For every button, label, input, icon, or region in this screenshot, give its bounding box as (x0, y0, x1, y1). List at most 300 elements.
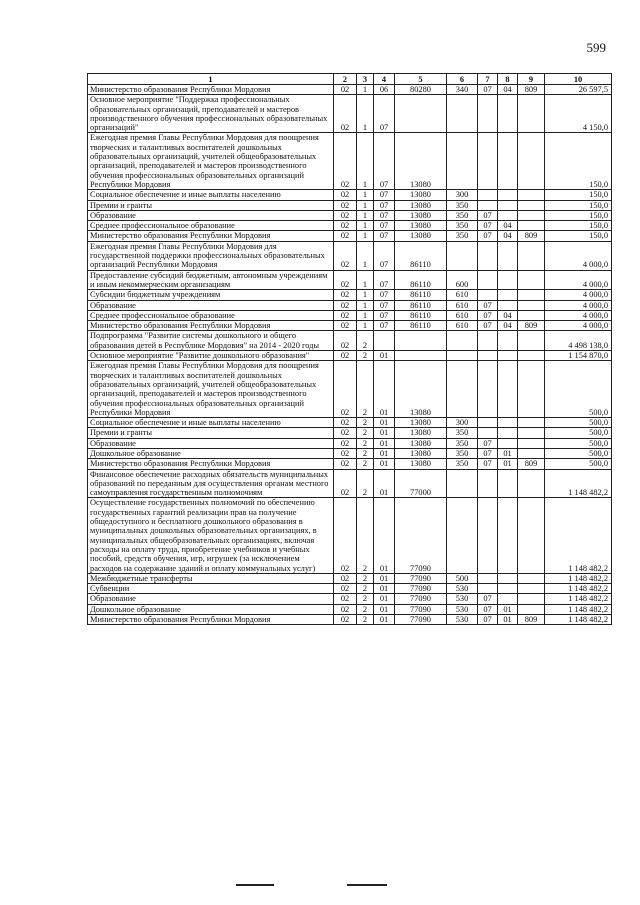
cell-code-4: 07 (374, 190, 395, 200)
cell-code-6: 530 (447, 584, 478, 594)
table-row (88, 95, 612, 133)
cell-code-6: 600 (447, 270, 478, 290)
cell-code-7 (478, 428, 498, 438)
cell-code-7: 07 (478, 310, 498, 320)
header-cell-9: 9 (518, 74, 545, 85)
cell-code-7: 07 (478, 594, 498, 604)
cell-code-7 (478, 361, 498, 418)
cell-code-8: 01 (498, 448, 518, 458)
cell-code-7: 07 (478, 221, 498, 231)
cell-amount: 150,0 (545, 200, 612, 210)
cell-code-4: 01 (374, 361, 395, 418)
cell-code-3: 2 (357, 418, 374, 428)
cell-code-5: 13080 (395, 200, 447, 210)
budget-table (87, 73, 612, 625)
cell-code-4: 01 (374, 418, 395, 428)
cell-code-2: 02 (334, 469, 357, 498)
cell-amount: 26 597,5 (545, 85, 612, 95)
table-row (88, 221, 612, 231)
cell-code-3: 2 (357, 428, 374, 438)
cell-code-9 (518, 290, 545, 300)
cell-code-6: 350 (447, 231, 478, 241)
cell-code-3: 2 (357, 615, 374, 625)
cell-amount: 500,0 (545, 459, 612, 469)
cell-code-7 (478, 584, 498, 594)
cell-amount: 150,0 (545, 133, 612, 190)
cell-code-8 (498, 573, 518, 583)
cell-code-5: 77090 (395, 604, 447, 614)
cell-code-2: 02 (334, 573, 357, 583)
cell-code-2: 02 (334, 331, 357, 351)
cell-code-6: 350 (447, 459, 478, 469)
cell-code-6 (447, 469, 478, 498)
cell-code-9 (518, 331, 545, 351)
table-row (88, 321, 612, 331)
cell-row-name: Подпрограмма "Развитие системы дошкольного и общего образования детей в Республике Мордовия" на 2014 - 2020 годы (88, 331, 334, 351)
cell-code-5: 13080 (395, 428, 447, 438)
cell-row-name: Дошкольное образование (88, 448, 334, 458)
table-row (88, 331, 612, 351)
cell-amount: 150,0 (545, 231, 612, 241)
cell-code-3: 2 (357, 498, 374, 573)
cell-code-6: 610 (447, 290, 478, 300)
cell-code-2: 02 (334, 428, 357, 438)
cell-code-6: 610 (447, 300, 478, 310)
cell-code-4: 01 (374, 448, 395, 458)
cell-code-6: 350 (447, 428, 478, 438)
cell-code-6 (447, 498, 478, 573)
table-row (88, 133, 612, 190)
table-row (88, 498, 612, 573)
cell-code-8: 04 (498, 221, 518, 231)
cell-row-name: Основное мероприятие "Развитие дошкольного образования" (88, 351, 334, 361)
header-cell-10: 10 (545, 74, 612, 85)
cell-code-2: 02 (334, 221, 357, 231)
cell-code-5: 77090 (395, 498, 447, 573)
cell-amount: 1 148 482,2 (545, 584, 612, 594)
cell-code-8 (498, 428, 518, 438)
cell-code-4: 01 (374, 459, 395, 469)
cell-amount: 1 148 482,2 (545, 604, 612, 614)
cell-code-6: 610 (447, 321, 478, 331)
cell-code-9 (518, 573, 545, 583)
table-row (88, 361, 612, 418)
cell-code-8 (498, 95, 518, 133)
cell-code-5: 13080 (395, 133, 447, 190)
cell-code-2: 02 (334, 210, 357, 220)
cell-code-6: 350 (447, 448, 478, 458)
cell-row-name: Субсидии бюджетным учреждениям (88, 290, 334, 300)
cell-code-5: 13080 (395, 231, 447, 241)
footer-mark-left (236, 884, 274, 886)
cell-row-name: Образование (88, 210, 334, 220)
cell-code-4: 06 (374, 85, 395, 95)
table-row (88, 604, 612, 614)
cell-code-9 (518, 270, 545, 290)
cell-code-9 (518, 469, 545, 498)
header-cell-1: 1 (88, 74, 334, 85)
cell-code-8 (498, 133, 518, 190)
cell-row-name: Ежегодная премия Главы Республики Мордовия для государственной поддержки профессиональных образовательных организаций Республики Мордовия (88, 241, 334, 270)
cell-code-8: 01 (498, 459, 518, 469)
cell-code-8 (498, 584, 518, 594)
table-row (88, 438, 612, 448)
cell-code-6 (447, 95, 478, 133)
cell-code-5: 13080 (395, 418, 447, 428)
cell-code-2: 02 (334, 361, 357, 418)
cell-code-7 (478, 190, 498, 200)
cell-code-4: 01 (374, 594, 395, 604)
cell-code-5: 13080 (395, 210, 447, 220)
cell-code-6: 300 (447, 190, 478, 200)
cell-code-9 (518, 310, 545, 320)
cell-code-4 (374, 331, 395, 351)
cell-amount: 4 000,0 (545, 321, 612, 331)
cell-code-4: 01 (374, 428, 395, 438)
cell-code-6 (447, 361, 478, 418)
cell-code-5: 86110 (395, 270, 447, 290)
cell-code-4: 07 (374, 95, 395, 133)
cell-code-5: 13080 (395, 221, 447, 231)
cell-code-9 (518, 95, 545, 133)
cell-code-4: 07 (374, 231, 395, 241)
cell-code-5 (395, 331, 447, 351)
cell-amount: 500,0 (545, 438, 612, 448)
header-cell-8: 8 (498, 74, 518, 85)
cell-code-6: 350 (447, 210, 478, 220)
cell-code-4: 01 (374, 351, 395, 361)
cell-code-6 (447, 241, 478, 270)
cell-code-2: 02 (334, 133, 357, 190)
cell-amount: 1 148 482,2 (545, 498, 612, 573)
cell-code-9 (518, 584, 545, 594)
cell-code-5: 86110 (395, 241, 447, 270)
cell-code-2: 02 (334, 418, 357, 428)
cell-code-6 (447, 351, 478, 361)
table-row (88, 300, 612, 310)
cell-code-8: 04 (498, 85, 518, 95)
cell-code-9 (518, 418, 545, 428)
header-row (88, 74, 612, 85)
cell-row-name: Субвенции (88, 584, 334, 594)
cell-code-4: 07 (374, 200, 395, 210)
cell-code-8 (498, 270, 518, 290)
cell-code-9 (518, 200, 545, 210)
cell-row-name: Ежегодная премия Главы Республики Мордовия для поощрения творческих и талантливых воспитателей дошкольных образовательных организаций, учителей общеобразовательных организаций, преподавателей и мастеров производственного обучения профессиональных образовательных организаций Республики Мордовия (88, 133, 334, 190)
header-cell-6: 6 (447, 74, 478, 85)
cell-code-9 (518, 221, 545, 231)
cell-code-3: 1 (357, 133, 374, 190)
cell-code-5: 86110 (395, 290, 447, 300)
cell-amount: 1 148 482,2 (545, 469, 612, 498)
cell-code-7 (478, 270, 498, 290)
table-row (88, 428, 612, 438)
cell-code-3: 2 (357, 351, 374, 361)
cell-code-4: 01 (374, 573, 395, 583)
cell-code-8 (498, 290, 518, 300)
cell-code-9 (518, 428, 545, 438)
cell-row-name: Среднее профессиональное образование (88, 221, 334, 231)
cell-code-3: 2 (357, 604, 374, 614)
cell-code-7: 07 (478, 231, 498, 241)
cell-code-5: 77090 (395, 615, 447, 625)
cell-code-2: 02 (334, 85, 357, 95)
cell-code-5: 13080 (395, 459, 447, 469)
cell-code-6: 300 (447, 418, 478, 428)
cell-code-8 (498, 200, 518, 210)
cell-code-7 (478, 573, 498, 583)
cell-code-4: 07 (374, 310, 395, 320)
cell-code-7 (478, 351, 498, 361)
cell-amount: 500,0 (545, 361, 612, 418)
cell-code-9: 809 (518, 231, 545, 241)
cell-code-7 (478, 241, 498, 270)
cell-code-4: 01 (374, 584, 395, 594)
cell-amount: 4 000,0 (545, 300, 612, 310)
cell-code-8: 04 (498, 231, 518, 241)
cell-code-7 (478, 331, 498, 351)
cell-row-name: Министерство образования Республики Мордовия (88, 321, 334, 331)
cell-code-4: 07 (374, 270, 395, 290)
cell-code-4: 07 (374, 321, 395, 331)
cell-amount: 4 000,0 (545, 241, 612, 270)
cell-code-5: 80280 (395, 85, 447, 95)
cell-code-5: 13080 (395, 438, 447, 448)
cell-code-9 (518, 498, 545, 573)
cell-code-3: 1 (357, 221, 374, 231)
cell-row-name: Образование (88, 594, 334, 604)
cell-code-8 (498, 361, 518, 418)
cell-code-5: 13080 (395, 448, 447, 458)
cell-code-7: 07 (478, 604, 498, 614)
cell-code-3: 2 (357, 361, 374, 418)
cell-row-name: Социальное обеспечение и иные выплаты населению (88, 418, 334, 428)
table-row (88, 351, 612, 361)
cell-row-name: Социальное обеспечение и иные выплаты населению (88, 190, 334, 200)
cell-code-4: 07 (374, 300, 395, 310)
table-row (88, 469, 612, 498)
cell-amount: 1 148 482,2 (545, 594, 612, 604)
cell-code-6: 350 (447, 200, 478, 210)
cell-code-3: 2 (357, 594, 374, 604)
cell-amount: 4 000,0 (545, 270, 612, 290)
cell-code-2: 02 (334, 270, 357, 290)
cell-code-7: 07 (478, 615, 498, 625)
cell-row-name: Министерство образования Республики Мордовия (88, 459, 334, 469)
cell-code-2: 02 (334, 95, 357, 133)
cell-code-9 (518, 351, 545, 361)
cell-code-2: 02 (334, 300, 357, 310)
cell-code-8 (498, 469, 518, 498)
cell-code-6: 530 (447, 604, 478, 614)
cell-code-7: 07 (478, 448, 498, 458)
cell-code-6: 340 (447, 85, 478, 95)
cell-code-2: 02 (334, 438, 357, 448)
cell-code-5 (395, 95, 447, 133)
cell-code-4: 07 (374, 241, 395, 270)
cell-code-4: 01 (374, 498, 395, 573)
cell-code-3: 2 (357, 331, 374, 351)
cell-code-4: 01 (374, 438, 395, 448)
cell-code-8 (498, 418, 518, 428)
cell-row-name: Финансовое обеспечение расходных обязательств муниципальных образований по переданным для осуществления органам местного самоуправления государственным полномочиям (88, 469, 334, 498)
cell-row-name: Дошкольное образование (88, 604, 334, 614)
cell-code-8 (498, 241, 518, 270)
cell-code-2: 02 (334, 241, 357, 270)
cell-code-4: 07 (374, 210, 395, 220)
cell-code-3: 1 (357, 200, 374, 210)
cell-row-name: Ежегодная премия Главы Республики Мордовия для поощрения творческих и талантливых воспитателей дошкольных образовательных организаций, учителей общеобразовательных организаций, преподавателей и мастеров производственного обучения профессиональных образовательных организаций Республики Мордовия (88, 361, 334, 418)
cell-code-2: 02 (334, 231, 357, 241)
cell-code-3: 2 (357, 584, 374, 594)
header-cell-3: 3 (357, 74, 374, 85)
cell-code-3: 2 (357, 469, 374, 498)
budget-table-body (88, 85, 612, 625)
cell-code-7 (478, 133, 498, 190)
cell-code-3: 1 (357, 95, 374, 133)
header-cell-2: 2 (334, 74, 357, 85)
cell-code-3: 1 (357, 210, 374, 220)
cell-amount: 4 000,0 (545, 310, 612, 320)
footer-mark-right (347, 884, 387, 886)
table-row (88, 241, 612, 270)
table-row (88, 594, 612, 604)
cell-code-9 (518, 133, 545, 190)
cell-code-3: 1 (357, 190, 374, 200)
cell-code-9: 809 (518, 615, 545, 625)
cell-code-9 (518, 190, 545, 200)
cell-code-3: 2 (357, 573, 374, 583)
cell-row-name: Среднее профессиональное образование (88, 310, 334, 320)
cell-code-6: 530 (447, 615, 478, 625)
cell-row-name: Основное мероприятие "Поддержка профессиональных образовательных организаций, преподавателей и мастеров производственного обучения профессиональных образовательных организаций" (88, 95, 334, 133)
cell-code-2: 02 (334, 351, 357, 361)
cell-code-7 (478, 290, 498, 300)
cell-code-3: 1 (357, 300, 374, 310)
table-row (88, 190, 612, 200)
table-row (88, 448, 612, 458)
table-row (88, 459, 612, 469)
cell-code-3: 2 (357, 448, 374, 458)
cell-code-4: 07 (374, 133, 395, 190)
cell-code-5: 77090 (395, 573, 447, 583)
cell-code-7: 07 (478, 210, 498, 220)
cell-code-2: 02 (334, 615, 357, 625)
table-row (88, 584, 612, 594)
cell-code-2: 02 (334, 498, 357, 573)
cell-code-4: 01 (374, 469, 395, 498)
cell-code-8 (498, 594, 518, 604)
cell-code-9 (518, 300, 545, 310)
cell-code-7: 07 (478, 300, 498, 310)
cell-code-9 (518, 604, 545, 614)
cell-code-5: 86110 (395, 321, 447, 331)
cell-code-5: 77000 (395, 469, 447, 498)
cell-row-name: Премии и гранты (88, 428, 334, 438)
cell-row-name: Образование (88, 438, 334, 448)
cell-code-9 (518, 210, 545, 220)
table-row (88, 615, 612, 625)
cell-code-9 (518, 438, 545, 448)
cell-amount: 1 148 482,2 (545, 573, 612, 583)
cell-amount: 1 154 870,0 (545, 351, 612, 361)
cell-amount: 150,0 (545, 221, 612, 231)
page-number: 599 (586, 40, 606, 55)
cell-code-6: 500 (447, 573, 478, 583)
cell-amount: 4 150,0 (545, 95, 612, 133)
cell-code-7: 07 (478, 438, 498, 448)
cell-code-7: 07 (478, 85, 498, 95)
cell-row-name: Министерство образования Республики Мордовия (88, 231, 334, 241)
cell-code-3: 1 (357, 241, 374, 270)
cell-code-2: 02 (334, 584, 357, 594)
cell-amount: 500,0 (545, 418, 612, 428)
cell-amount: 150,0 (545, 210, 612, 220)
cell-code-6: 350 (447, 221, 478, 231)
header-cell-5: 5 (395, 74, 447, 85)
cell-code-5: 13080 (395, 361, 447, 418)
cell-amount: 1 148 482,2 (545, 615, 612, 625)
cell-row-name: Министерство образования Республики Мордовия (88, 615, 334, 625)
cell-code-3: 1 (357, 270, 374, 290)
header-cell-7: 7 (478, 74, 498, 85)
table-row (88, 418, 612, 428)
cell-code-7 (478, 418, 498, 428)
cell-code-9 (518, 448, 545, 458)
table-row (88, 573, 612, 583)
cell-code-5: 77090 (395, 594, 447, 604)
cell-code-5 (395, 351, 447, 361)
cell-code-8 (498, 438, 518, 448)
cell-code-2: 02 (334, 594, 357, 604)
cell-code-7 (478, 95, 498, 133)
cell-code-8 (498, 498, 518, 573)
cell-row-name: Осуществление государственных полномочий по обеспечению государственных гарантий реализации прав на получение общедоступного и бесплатного дошкольного образования в муниципальных дошкольных образовательных организациях, в муниципальных общеобразовательных организациях, включая расходы на оплату труда, приобретение учебников и учебных пособий, средств обучения, игр, игрушек (за исключением расходов на содержание зданий и оплату коммунальных услуг) (88, 498, 334, 573)
cell-code-3: 1 (357, 310, 374, 320)
cell-code-6: 350 (447, 438, 478, 448)
table-row (88, 200, 612, 210)
cell-code-2: 02 (334, 604, 357, 614)
table-row (88, 310, 612, 320)
cell-code-8 (498, 351, 518, 361)
cell-code-9 (518, 241, 545, 270)
cell-code-2: 02 (334, 459, 357, 469)
cell-code-2: 02 (334, 190, 357, 200)
cell-code-4: 01 (374, 604, 395, 614)
cell-code-9: 809 (518, 85, 545, 95)
cell-code-6: 530 (447, 594, 478, 604)
cell-code-3: 2 (357, 459, 374, 469)
cell-code-5: 13080 (395, 190, 447, 200)
cell-code-8 (498, 210, 518, 220)
cell-code-7: 07 (478, 321, 498, 331)
cell-code-2: 02 (334, 448, 357, 458)
cell-code-3: 2 (357, 438, 374, 448)
cell-code-4: 07 (374, 290, 395, 300)
cell-code-9: 809 (518, 459, 545, 469)
cell-code-8: 04 (498, 310, 518, 320)
cell-code-4: 01 (374, 615, 395, 625)
cell-code-7 (478, 200, 498, 210)
cell-code-2: 02 (334, 321, 357, 331)
cell-amount: 4 000,0 (545, 290, 612, 300)
cell-code-8 (498, 190, 518, 200)
table-row (88, 210, 612, 220)
cell-code-7 (478, 498, 498, 573)
cell-code-5: 77090 (395, 584, 447, 594)
cell-code-7 (478, 469, 498, 498)
cell-code-2: 02 (334, 290, 357, 300)
